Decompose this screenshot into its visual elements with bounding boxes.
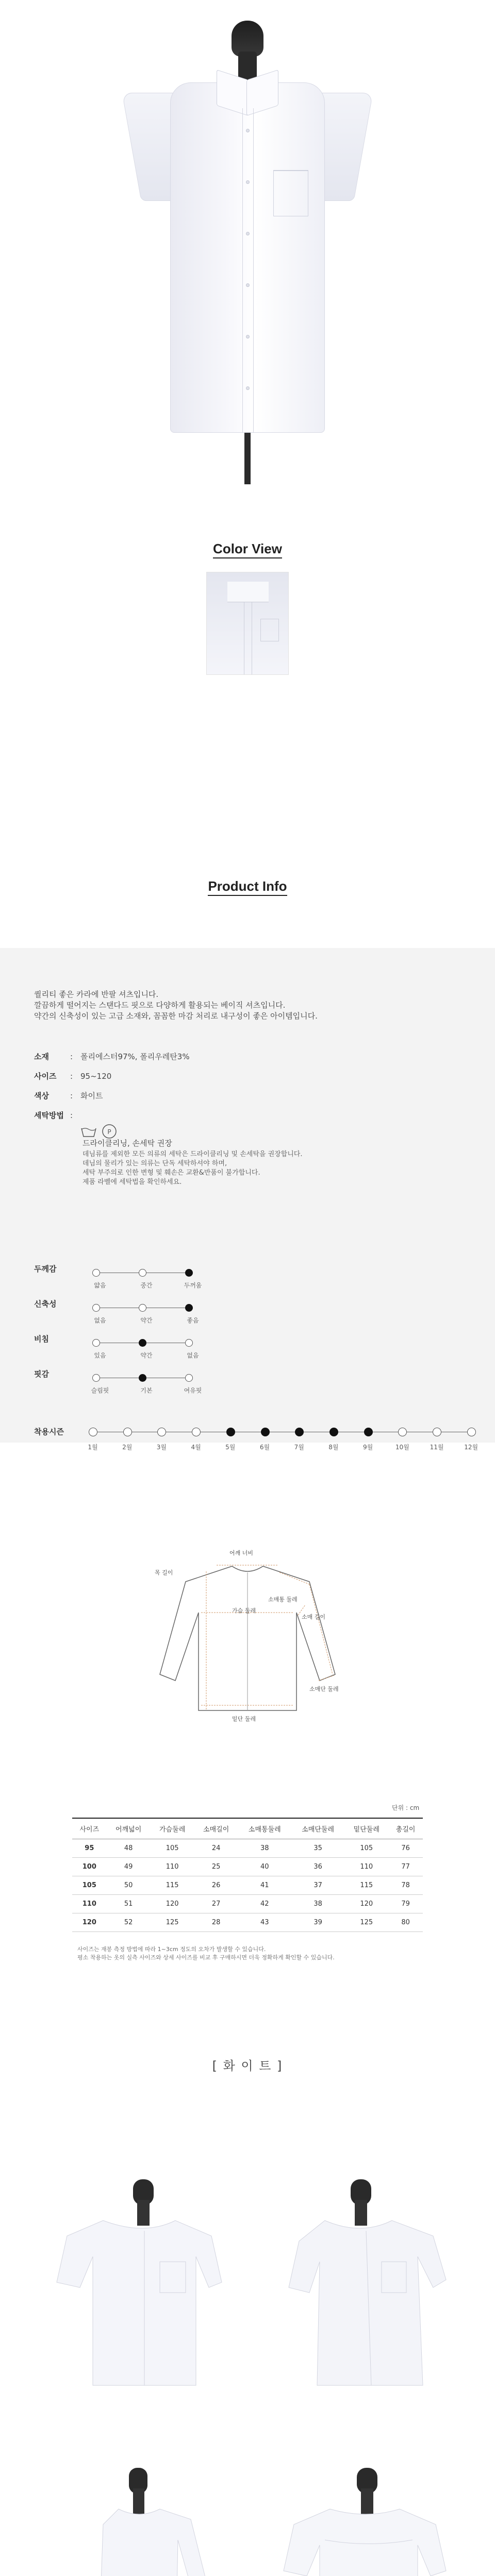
size-table-row xyxy=(72,1858,423,1876)
size-cell: 51 xyxy=(107,1895,151,1913)
photo-front-angle xyxy=(41,2179,237,2396)
scale-option: 기본 xyxy=(140,1387,153,1394)
size-table-row xyxy=(72,1876,423,1895)
product-info-title-text: Product Info xyxy=(208,878,287,896)
scale-dot xyxy=(185,1339,193,1347)
size-cell: 76 xyxy=(388,1839,423,1858)
label-sleeve: 소매 길이 xyxy=(302,1614,326,1620)
scale-option: 약간 xyxy=(140,1317,153,1324)
scale-option: 얇음 xyxy=(94,1282,106,1289)
care-line: 데님류를 제외한 모든 의류의 세탁은 드라이클리닝 및 손세탁을 권장합니다. xyxy=(82,1150,303,1158)
size-table-row xyxy=(72,1913,423,1932)
scale-option: 있음 xyxy=(94,1352,106,1359)
shirt-button xyxy=(246,386,250,390)
season-dot-active xyxy=(329,1428,338,1436)
shirt-button xyxy=(246,232,250,235)
shirt-outline-icon xyxy=(155,1546,340,1731)
season-month-label: 6월 xyxy=(259,1444,270,1451)
size-header-cell: 소매길이 xyxy=(194,1818,238,1839)
product-info-title xyxy=(0,878,495,894)
size-header-cell: 사이즈 xyxy=(72,1818,107,1839)
season-month-label: 3월 xyxy=(156,1444,167,1451)
season-dot-active xyxy=(261,1428,270,1436)
scale-thickness xyxy=(34,1263,477,1294)
size-cell: 38 xyxy=(291,1895,344,1913)
spec-label: 소재 xyxy=(34,1052,49,1061)
size-cell: 50 xyxy=(107,1876,151,1895)
season-dot xyxy=(192,1428,201,1436)
size-cell: 25 xyxy=(194,1858,238,1876)
scale-option: 두꺼움 xyxy=(184,1282,202,1289)
season-month-label: 9월 xyxy=(362,1444,373,1451)
season-label: 착용시즌 xyxy=(34,1427,64,1436)
size-cell: 120 xyxy=(344,1895,388,1913)
size-cell: 52 xyxy=(107,1913,151,1932)
size-cell: 40 xyxy=(238,1858,291,1876)
spec-label: 세탁방법 xyxy=(34,1111,64,1120)
label-neck: 목 길이 xyxy=(155,1569,173,1576)
hero-shirt-photo xyxy=(0,0,495,495)
season-dot xyxy=(89,1428,97,1436)
season-month-label: 1월 xyxy=(88,1444,98,1451)
size-table-row xyxy=(72,1895,423,1913)
spec-colon: : xyxy=(70,1091,73,1100)
scale-fit xyxy=(34,1368,477,1399)
size-header-cell: 어깨넓이 xyxy=(107,1818,151,1839)
care-instructions xyxy=(82,1139,303,1187)
thumb-collar xyxy=(227,582,269,602)
spec-colon: : xyxy=(70,1052,73,1061)
scale-option: 여유핏 xyxy=(184,1387,202,1394)
size-cell: 110 xyxy=(151,1858,194,1876)
intro-line: 퀄리티 좋은 카라에 반팔 셔츠입니다. xyxy=(34,990,159,999)
shirt-placket xyxy=(242,108,254,433)
scale-dot-selected xyxy=(139,1374,146,1382)
size-cell: 35 xyxy=(291,1839,344,1858)
size-cell: 28 xyxy=(194,1913,238,1932)
season-dot-active xyxy=(226,1428,235,1436)
photo-back xyxy=(268,2468,464,2576)
size-cell: 80 xyxy=(388,1913,423,1932)
shirt-button xyxy=(246,335,250,338)
care-line: 데님의 물리가 있는 의류는 단독 세탁하셔야 하며, xyxy=(82,1160,227,1167)
season-dot xyxy=(433,1428,441,1436)
scale-option: 약간 xyxy=(140,1352,153,1359)
size-cell: 110 xyxy=(72,1895,107,1913)
season-dot xyxy=(467,1428,476,1436)
size-cell: 42 xyxy=(238,1895,291,1913)
size-cell: 115 xyxy=(344,1876,388,1895)
size-cell: 36 xyxy=(291,1858,344,1876)
spec-size xyxy=(34,1071,111,1081)
size-note: 평소 착용하는 옷의 실측 사이즈와 상세 사이즈를 비교 후 구매하시면 더욱 정확하게 확인할 수 있습니다. xyxy=(77,1954,335,1961)
product-intro xyxy=(34,989,318,1022)
size-cell: 48 xyxy=(107,1839,151,1858)
spec-colon: : xyxy=(70,1072,73,1081)
size-header-cell: 소매통둘레 xyxy=(238,1818,291,1839)
label-hem: 밑단 둘레 xyxy=(232,1716,256,1722)
size-header-cell: 총길이 xyxy=(388,1818,423,1839)
scale-dot xyxy=(92,1374,100,1382)
color-name-heading: [ 화 이 트 ] xyxy=(212,2059,283,2073)
size-cell: 27 xyxy=(194,1895,238,1913)
size-header-cell: 가슴둘레 xyxy=(151,1818,194,1839)
size-cell: 110 xyxy=(344,1858,388,1876)
hand-wash-icon xyxy=(80,1124,97,1139)
scale-dot xyxy=(92,1339,100,1347)
shirt-button xyxy=(246,283,250,287)
scale-dot-selected xyxy=(185,1269,193,1277)
color-swatch-white[interactable] xyxy=(206,572,289,675)
size-cell: 49 xyxy=(107,1858,151,1876)
size-cell: 105 xyxy=(72,1876,107,1895)
spec-color xyxy=(34,1090,103,1101)
care-line: 제품 라벨에 세탁법을 확인하세요. xyxy=(82,1178,182,1186)
season-month-label: 10월 xyxy=(395,1444,409,1451)
shirt-button xyxy=(246,129,250,132)
scale-option: 없음 xyxy=(94,1317,106,1324)
scale-dot xyxy=(139,1304,146,1312)
size-cell: 43 xyxy=(238,1913,291,1932)
season-dot-active xyxy=(364,1428,373,1436)
spec-colon: : xyxy=(70,1111,73,1120)
dry-clean-icon xyxy=(101,1123,118,1140)
spec-label: 사이즈 xyxy=(34,1072,57,1081)
shirt-button xyxy=(246,180,250,184)
season-month-label: 11월 xyxy=(430,1444,444,1451)
thumb-pocket xyxy=(260,619,279,641)
size-unit: 단위 : cm xyxy=(392,1804,420,1811)
measurement-diagram xyxy=(155,1546,340,1731)
size-table-header xyxy=(72,1818,423,1839)
season-month-label: 2월 xyxy=(122,1444,133,1451)
svg-text:P: P xyxy=(107,1128,111,1136)
color-view-title xyxy=(0,541,495,557)
scale-label: 신축성 xyxy=(34,1299,57,1309)
scale-label: 비침 xyxy=(34,1334,49,1344)
size-cell: 115 xyxy=(151,1876,194,1895)
season-month-label: 7월 xyxy=(294,1444,304,1451)
size-cell: 26 xyxy=(194,1876,238,1895)
scale-label: 두께감 xyxy=(34,1264,57,1274)
scale-option: 없음 xyxy=(187,1352,199,1359)
intro-line: 깔끔하게 떨어지는 스탠다드 핏으로 다양하게 활용되는 베이직 셔츠입니다. xyxy=(34,1001,286,1010)
size-cell: 120 xyxy=(72,1913,107,1932)
season-dot xyxy=(123,1428,132,1436)
spec-material xyxy=(34,1051,190,1062)
size-table xyxy=(72,1818,423,1932)
scale-dot-selected xyxy=(139,1339,146,1347)
size-header-cell: 소매단둘레 xyxy=(291,1818,344,1839)
scale-option: 좋음 xyxy=(187,1317,199,1324)
scale-sheer xyxy=(34,1333,477,1364)
size-cell: 120 xyxy=(151,1895,194,1913)
scale-stretch xyxy=(34,1298,477,1329)
scale-dot xyxy=(139,1269,146,1277)
spec-value: 화이트 xyxy=(80,1091,103,1100)
size-cell: 41 xyxy=(238,1876,291,1895)
label-chest: 가슴 둘레 xyxy=(232,1607,256,1614)
size-cell: 37 xyxy=(291,1876,344,1895)
scale-dot xyxy=(92,1269,100,1277)
intro-line: 약간의 신축성이 있는 고급 소재와, 꼼꼼한 마감 처리로 내구성이 좋은 아이템입니다. xyxy=(34,1011,318,1021)
thumb-placket xyxy=(244,602,252,675)
season-month-label: 5월 xyxy=(225,1444,236,1451)
chest-pocket xyxy=(273,170,308,216)
label-shoulder: 어깨 너비 xyxy=(229,1550,254,1556)
size-cell: 100 xyxy=(72,1858,107,1876)
size-cell: 105 xyxy=(151,1839,194,1858)
scale-dot xyxy=(92,1304,100,1312)
size-note: 사이즈는 재봉 측정 방법에 따라 1~3cm 정도의 오차가 발생할 수 있습니다. xyxy=(77,1946,266,1953)
size-cell: 78 xyxy=(388,1876,423,1895)
size-cell: 24 xyxy=(194,1839,238,1858)
size-table-notes xyxy=(77,1945,335,1962)
size-cell: 125 xyxy=(151,1913,194,1932)
photo-profile xyxy=(41,2468,237,2576)
photo-side-angle xyxy=(268,2179,464,2396)
scale-option: 중간 xyxy=(140,1282,153,1289)
care-line: 세탁 부주의로 인한 변형 및 훼손은 교환&반품이 불가합니다. xyxy=(82,1169,260,1177)
spec-value: 폴리에스터97%, 폴리우레탄3% xyxy=(80,1052,190,1061)
spec-value: 95~120 xyxy=(80,1072,112,1081)
label-armhole: 소매통 둘레 xyxy=(268,1596,298,1603)
season-month-label: 8월 xyxy=(328,1444,339,1451)
care-title: 드라이클리닝, 손세탁 권장 xyxy=(82,1139,172,1148)
size-cell: 39 xyxy=(291,1913,344,1932)
scale-option: 슬림핏 xyxy=(91,1387,109,1394)
size-cell: 125 xyxy=(344,1913,388,1932)
size-table-body xyxy=(72,1839,423,1932)
scale-label: 핏감 xyxy=(34,1369,49,1379)
season-month-label: 4월 xyxy=(191,1444,201,1451)
scale-dot-selected xyxy=(185,1304,193,1312)
scale-dot xyxy=(185,1374,193,1382)
size-cell: 95 xyxy=(72,1839,107,1858)
size-table-row xyxy=(72,1839,423,1858)
size-cell: 38 xyxy=(238,1839,291,1858)
size-cell: 77 xyxy=(388,1858,423,1876)
spec-wash xyxy=(34,1110,80,1121)
size-cell: 79 xyxy=(388,1895,423,1913)
size-cell: 105 xyxy=(344,1839,388,1858)
spec-label: 색상 xyxy=(34,1091,49,1100)
size-header-cell: 밑단둘레 xyxy=(344,1818,388,1839)
season-month-label: 12월 xyxy=(464,1444,478,1451)
label-sleeve-hem: 소매단 둘레 xyxy=(309,1686,339,1692)
color-view-title-text: Color View xyxy=(213,541,282,558)
